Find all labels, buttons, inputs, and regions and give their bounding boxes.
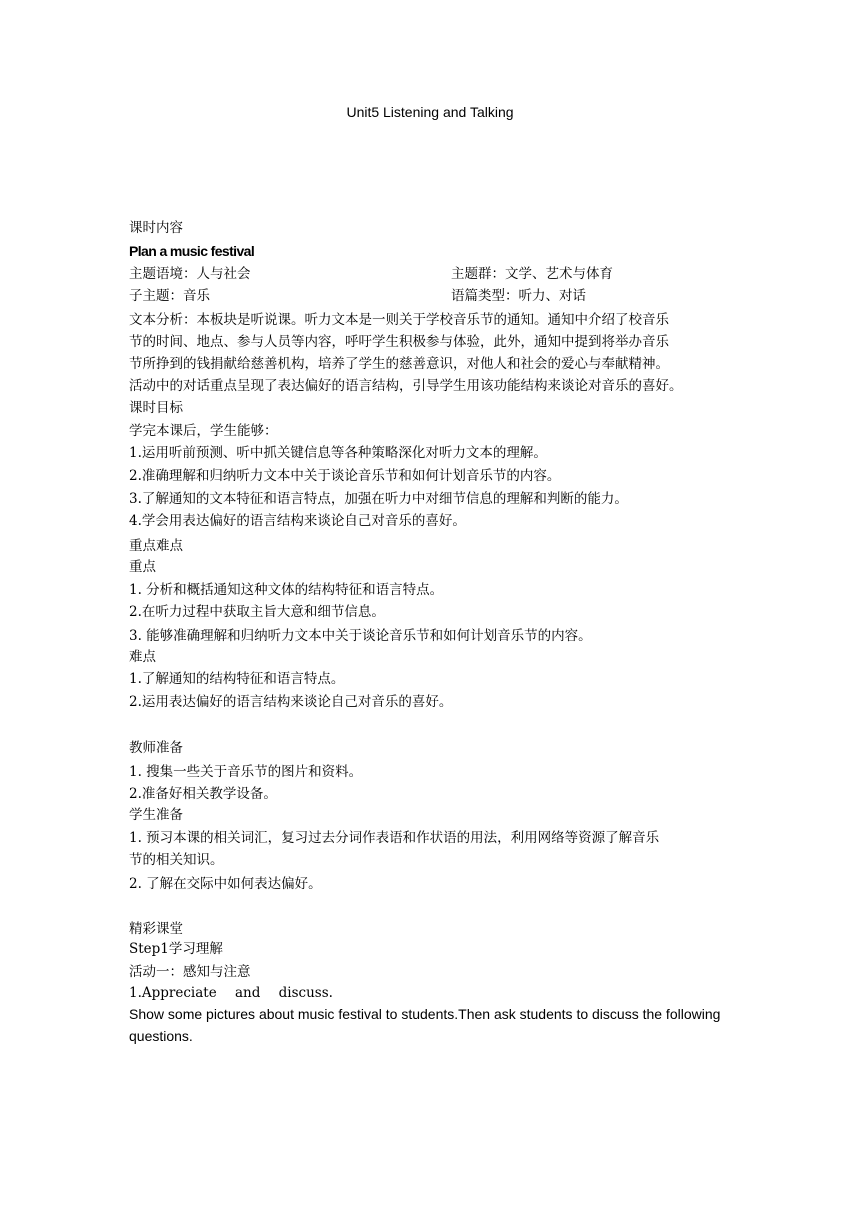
difficult-heading: 难点 <box>129 649 156 665</box>
theme-group: 主题群：文学、艺术与体育 <box>451 266 613 282</box>
objectives-intro: 学完本课后，学生能够： <box>129 423 278 439</box>
text-analysis-line: 活动中的对话重点呈现了表达偏好的语言结构，引导学生用该功能结构来谈论对音乐的喜好。 <box>129 378 683 394</box>
step1-heading: Step1学习理解 <box>129 941 223 957</box>
objective-item: 4.学会用表达偏好的语言结构来谈论自己对音乐的喜好。 <box>129 513 466 529</box>
key-heading: 重点 <box>129 559 156 575</box>
objective-item: 2.准确理解和归纳听力文本中关于谈论音乐节和如何计划音乐节的内容。 <box>129 468 561 484</box>
objective-item: 3.了解通知的文本特征和语言特点，加强在听力中对细节信息的理解和判断的能力。 <box>129 491 628 507</box>
instruction-line: Show some pictures about music festival to students.Then ask students to discuss the following <box>129 1006 721 1022</box>
text-analysis-line: 文本分析：本板块是听说课。听力文本是一则关于学校音乐节的通知。通知中介绍了校音乐 <box>129 312 669 328</box>
student-prep-item: 1. 预习本课的相关词汇，复习过去分词作表语和作状语的用法，利用网络等资源了解音乐 <box>129 830 660 846</box>
difficult-point-item: 2.运用表达偏好的语言结构来谈论自己对音乐的喜好。 <box>129 694 453 710</box>
objectives-heading: 课时目标 <box>129 400 183 416</box>
teacher-prep-item: 1. 搜集一些关于音乐节的图片和资料。 <box>129 764 363 780</box>
activity1-heading: 活动一：感知与注意 <box>129 964 251 980</box>
sub-theme: 子主题：音乐 <box>129 288 210 304</box>
teacher-prep-item: 2.准备好相关教学设备。 <box>129 786 277 802</box>
student-prep-item: 2. 了解在交际中如何表达偏好。 <box>129 876 322 892</box>
key-point-item: 3. 能够准确理解和归纳听力文本中关于谈论音乐节和如何计划音乐节的内容。 <box>129 628 592 644</box>
document-title: Unit5 Listening and Talking <box>346 104 514 120</box>
key-difficult-heading: 重点难点 <box>129 538 183 554</box>
key-point-item: 2.在听力过程中获取主旨大意和细节信息。 <box>129 604 385 620</box>
teacher-prep-heading: 教师准备 <box>129 740 183 756</box>
student-prep-heading: 学生准备 <box>129 807 183 823</box>
text-type: 语篇类型：听力、对话 <box>451 288 586 304</box>
difficult-point-item: 1.了解通知的结构特征和语言特点。 <box>129 671 345 687</box>
text-analysis-line: 节所挣到的钱捐献给慈善机构，培养了学生的慈善意识，对他人和社会的爱心与奉献精神。 <box>129 356 669 372</box>
key-point-item: 1. 分析和概括通知这种文体的结构特征和语言特点。 <box>129 582 444 598</box>
theme-context: 主题语境：人与社会 <box>129 266 251 282</box>
appreciate-task: 1.Appreciate and discuss. <box>129 985 333 1001</box>
text-analysis-line: 节的时间、地点、参与人员等内容，呼吁学生积极参与体验，此外，通知中提到将举办音乐 <box>129 334 669 350</box>
student-prep-item: 节的相关知识。 <box>129 852 224 868</box>
lesson-name: Plan a music festival <box>129 243 255 259</box>
instruction-line: questions. <box>129 1028 193 1044</box>
class-heading: 精彩课堂 <box>129 921 183 937</box>
objective-item: 1.运用听前预测、听中抓关键信息等各种策略深化对听力文本的理解。 <box>129 445 547 461</box>
lesson-content-heading: 课时内容 <box>129 220 183 236</box>
